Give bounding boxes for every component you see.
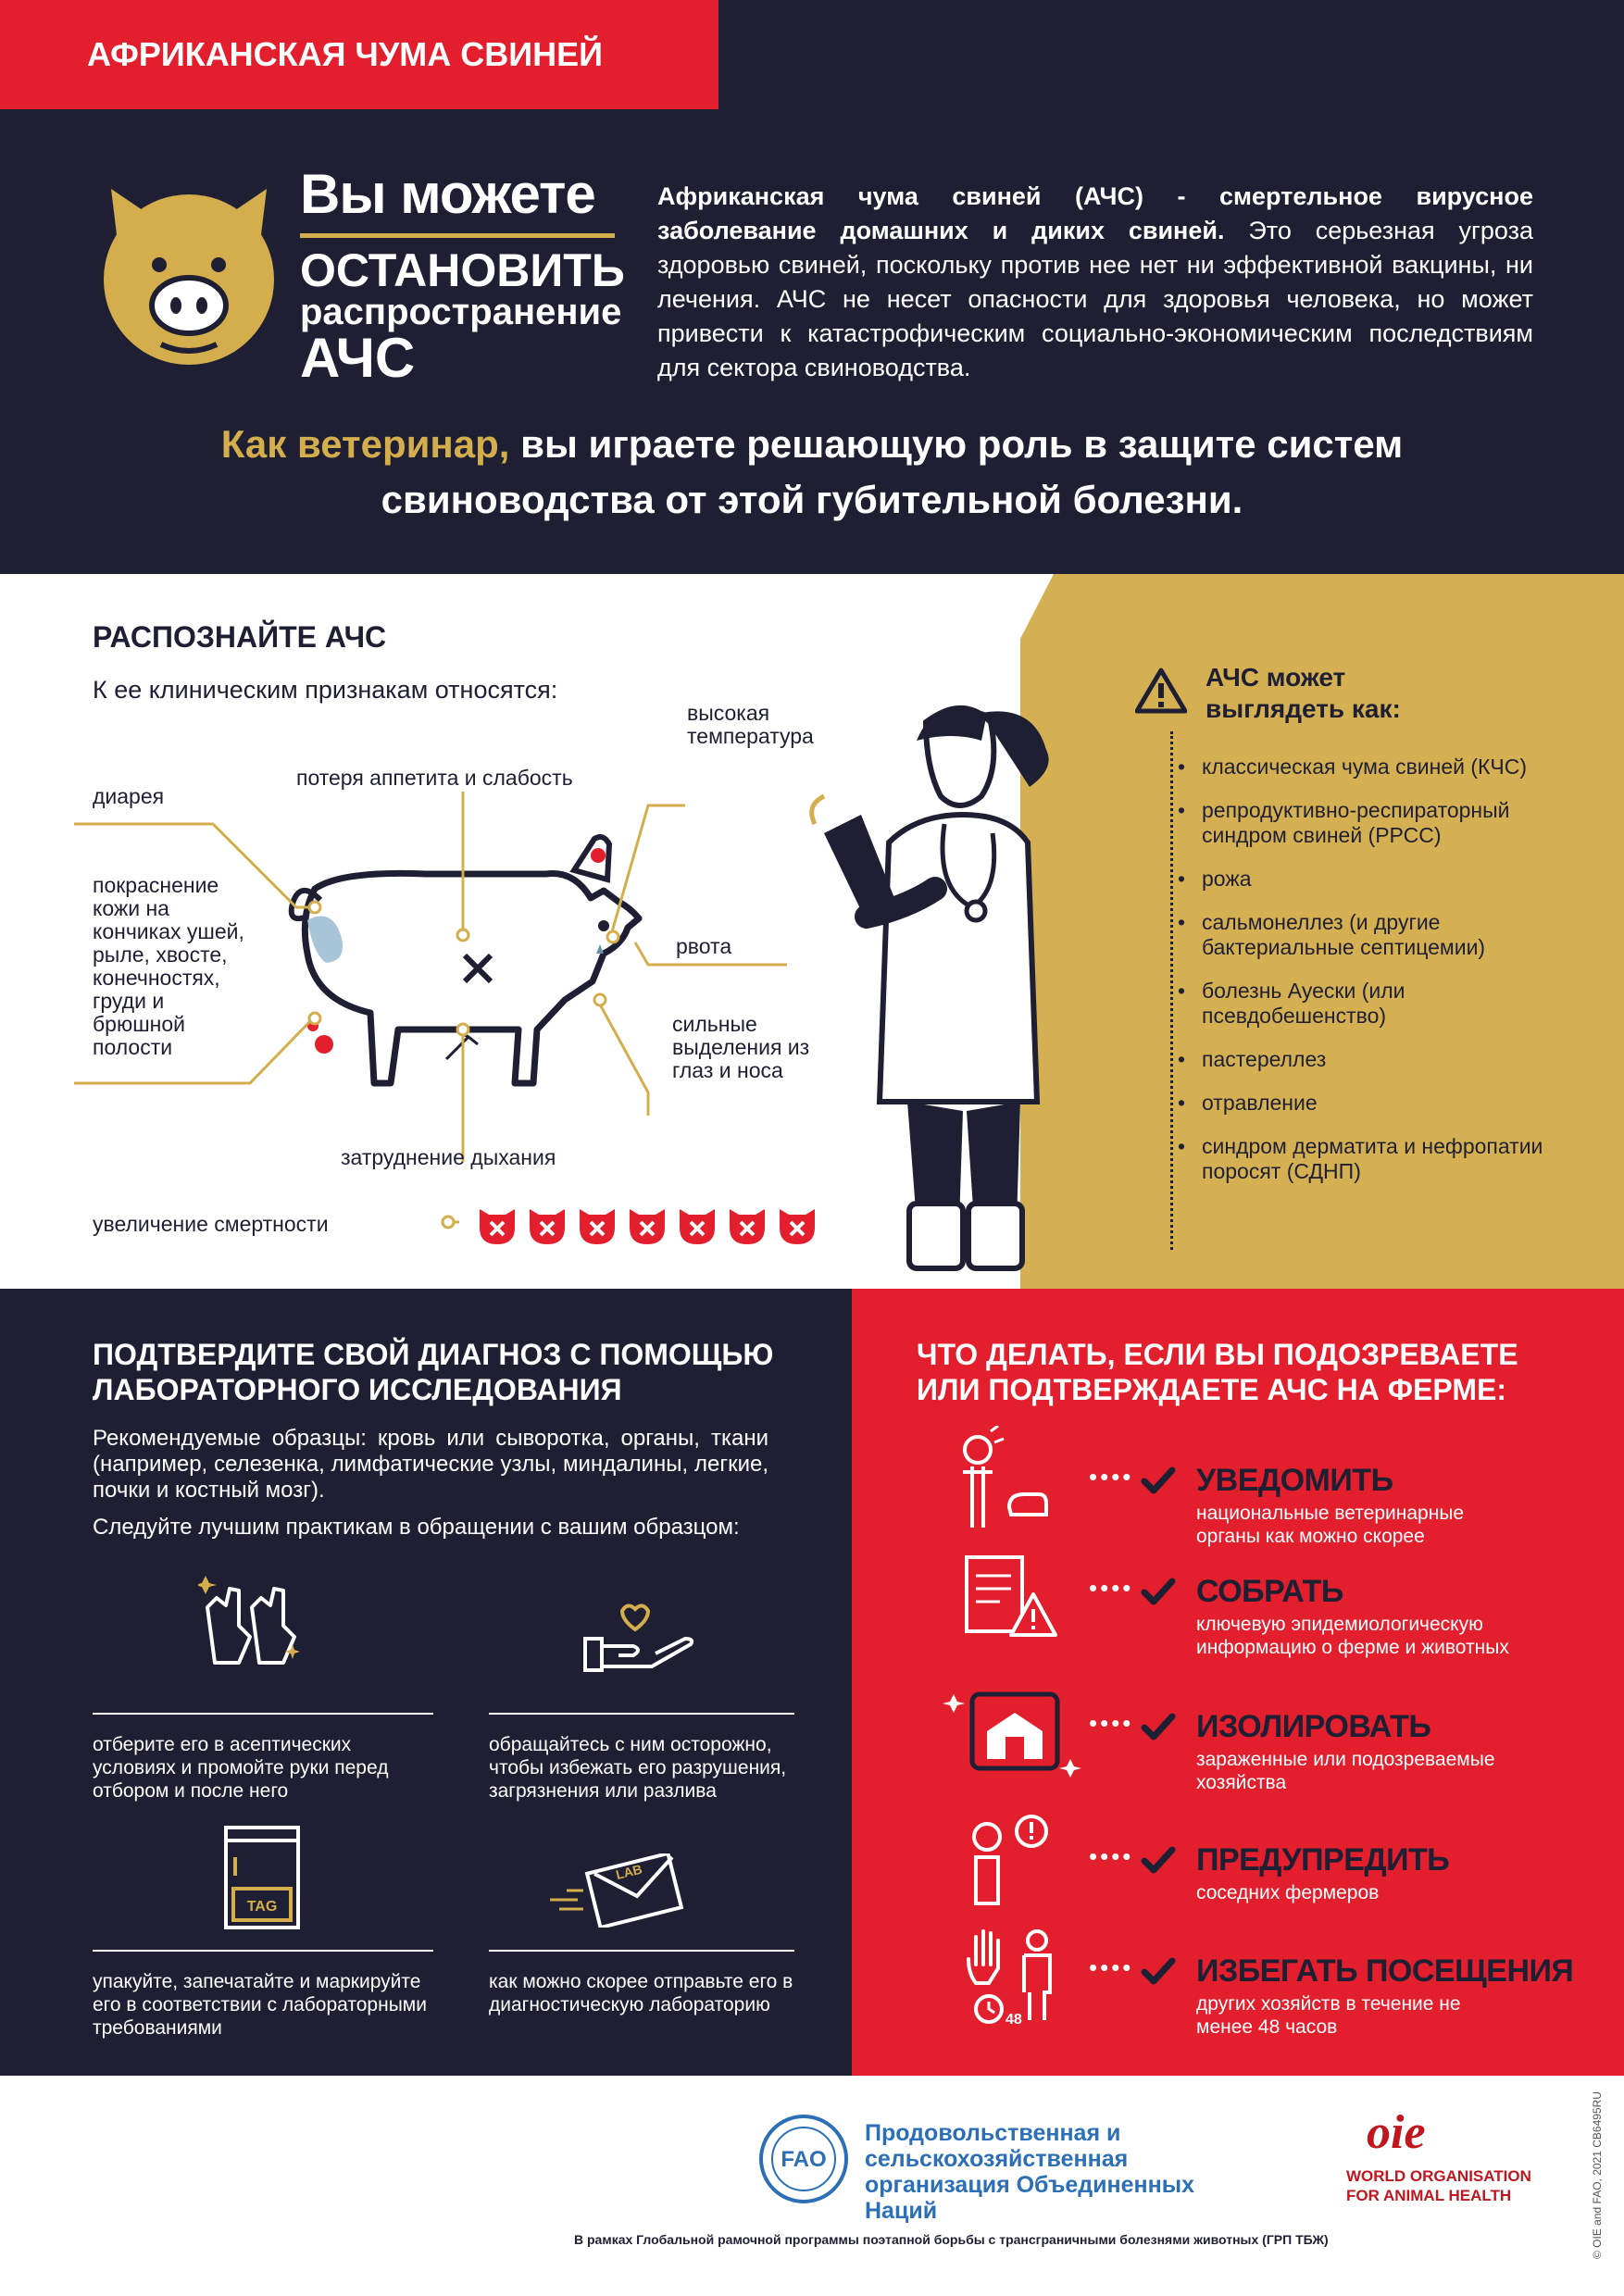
hero-title bbox=[300, 163, 625, 389]
practice-rule bbox=[93, 1713, 433, 1715]
sign-fever: высокая температура bbox=[687, 701, 814, 748]
recognize-title: РАСПОЗНАЙТЕ АЧС bbox=[93, 620, 387, 654]
intro-rest: Это серьезная угроза здоровью свиней, поскольку против нее нет ни эффективной вакцины, ни лечения. АЧС не несет опасности для здоровья человека, но может привести к катастрофическим социально-экономическим последствиям для сектора свиноводства. bbox=[657, 217, 1533, 381]
dot-leader: •••• bbox=[1089, 1842, 1134, 1870]
sign-discharge: сильные выделения из глаз и носа bbox=[672, 1012, 810, 1082]
fao-logo-text: FAO bbox=[781, 2147, 827, 2172]
avoid-visits-icon bbox=[963, 1928, 1065, 2029]
list-item: • сальмонеллез (и другие бактериальные септицемии) bbox=[1178, 910, 1585, 960]
list-item: • отравление bbox=[1178, 1091, 1585, 1116]
sign-mortality: увеличение смертности bbox=[93, 1212, 329, 1236]
hand-heart-icon bbox=[581, 1602, 696, 1676]
lead-statement bbox=[83, 417, 1541, 528]
sign-breathing: затруднение дыхания bbox=[341, 1145, 556, 1169]
lookalike-list bbox=[1178, 755, 1585, 1203]
oie-name: WORLD ORGANISATION FOR ANIMAL HEALTH bbox=[1346, 2167, 1531, 2204]
lab-practices-intro: Следуйте лучшим практикам в обращении с вашим образцом: bbox=[93, 1515, 740, 1540]
actions-title: ЧТО ДЕЛАТЬ, ЕСЛИ ВЫ ПОДОЗРЕВАЕТЕ ИЛИ ПОДТВЕРЖДАЕТЕ АЧС НА ФЕРМЕ: bbox=[917, 1338, 1518, 1406]
practice-handle: обращайтесь с ним осторожно, чтобы избежать его разрушения, загрязнения или разлива bbox=[489, 1734, 787, 1802]
list-item: • синдром дерматита и нефропатии поросят (СДНП) bbox=[1178, 1134, 1585, 1184]
action-isolate: ИЗОЛИРОВАТЬ bbox=[1196, 1709, 1431, 1744]
dot-leader: •••• bbox=[1089, 1463, 1134, 1491]
practice-aseptic: отберите его в асептических условиях и промойте руки перед отбором и после него bbox=[93, 1734, 389, 1802]
warning-icon bbox=[1135, 667, 1187, 715]
sign-redness: покраснение кожи на кончиках ушей, рыле, хвосте, конечностях, груди и брюшной полости bbox=[93, 873, 244, 1059]
warn-neighbors-icon bbox=[963, 1811, 1056, 1913]
lead-highlight: Как ветеринар, bbox=[220, 422, 510, 466]
list-item: • болезнь Ауески (или псевдобешенство) bbox=[1178, 979, 1585, 1029]
action-warn: ПРЕДУПРЕДИТЬ bbox=[1196, 1842, 1450, 1878]
hero-line-1: Вы можете bbox=[300, 167, 615, 238]
list-item: • рожа bbox=[1178, 867, 1585, 892]
timer-label: 48 bbox=[1006, 2012, 1022, 2028]
list-item: • репродуктивно-респираторный синдром свиней (РРСС) bbox=[1178, 798, 1585, 848]
lab-samples: Рекомендуемые образцы: кровь или сыворотка, органы, ткани (например, селезенка, лимфатические узлы, миндалины, легкие, почки и костный мозг). bbox=[93, 1426, 768, 1503]
mortality-icons bbox=[474, 1204, 826, 1246]
notify-icon bbox=[954, 1426, 1050, 1537]
sign-appetite: потеря аппетита и слабость bbox=[296, 766, 573, 790]
list-item: • классическая чума свиней (КЧС) bbox=[1178, 755, 1585, 780]
check-icon bbox=[1141, 1957, 1176, 1987]
pig-face-icon bbox=[91, 176, 287, 372]
check-icon bbox=[1141, 1713, 1176, 1742]
footer-note: В рамках Глобальной рамочной программы поэтапной борьбы с трансграничными болезнями животных (ГРП ТБЖ) bbox=[574, 2232, 1329, 2247]
check-icon bbox=[1141, 1846, 1176, 1876]
veterinarian-illustration bbox=[778, 685, 1148, 1289]
hero-line-4: АЧС bbox=[300, 327, 416, 389]
panel-notch bbox=[1020, 574, 1054, 639]
practice-rule bbox=[489, 1950, 794, 1952]
action-isolate-desc: зараженные или подозреваемые хозяйства bbox=[1196, 1749, 1495, 1793]
hero-line-2: ОСТАНОВИТЬ bbox=[300, 244, 625, 296]
sign-vomit: рвота bbox=[676, 934, 732, 958]
check-icon bbox=[1141, 1578, 1176, 1607]
dot-leader: •••• bbox=[1089, 1574, 1134, 1602]
practice-rule bbox=[93, 1950, 433, 1952]
sample-bag-icon bbox=[222, 1824, 302, 1931]
intro-paragraph bbox=[657, 180, 1533, 385]
practice-pack: упакуйте, запечатайте и маркируйте его в соответствии с лабораторными требованиями bbox=[93, 1971, 427, 2039]
action-collect: СОБРАТЬ bbox=[1196, 1574, 1343, 1609]
topic-tag: АФРИКАНСКАЯ ЧУМА СВИНЕЙ bbox=[0, 0, 718, 109]
gloves-icon bbox=[198, 1570, 309, 1672]
dot-leader: •••• bbox=[1089, 1953, 1134, 1981]
dot-leader: •••• bbox=[1089, 1709, 1134, 1737]
tag-label: TAG bbox=[246, 1899, 278, 1915]
fao-name: Продовольственная и сельскохозяйственная организация Объединенных Наций bbox=[865, 2120, 1194, 2224]
lab-label: LAB bbox=[614, 1861, 644, 1883]
recognize-subtitle: К ее клиническим признакам относятся: bbox=[93, 676, 558, 704]
action-notify-desc: национальные ветеринарные органы как можно скорее bbox=[1196, 1503, 1465, 1547]
hero-line-3: распространение bbox=[300, 292, 622, 332]
isolate-farm-icon bbox=[941, 1676, 1089, 1787]
lab-envelope-icon bbox=[546, 1853, 691, 1928]
practice-send: как можно скорее отправьте его в диагностическую лабораторию bbox=[489, 1971, 793, 2015]
lab-title: ПОДТВЕРДИТЕ СВОЙ ДИАГНОЗ С ПОМОЩЬЮ ЛАБОРАТОРНОГО ИССЛЕДОВАНИЯ bbox=[93, 1338, 774, 1406]
practice-rule bbox=[489, 1713, 794, 1715]
sign-diarrhea: диарея bbox=[93, 784, 165, 808]
lead-rest: вы играете решающую роль в защите систем свиноводства от этой губительной болезни. bbox=[381, 422, 1404, 521]
lookalike-title: АЧС может выглядеть как: bbox=[1206, 663, 1401, 723]
check-icon bbox=[1141, 1466, 1176, 1496]
collect-info-icon bbox=[963, 1554, 1059, 1642]
intro-bold: Африканская чума свиней (АЧС) - смертельное вирусное заболевание домашних и диких свиней. bbox=[657, 182, 1533, 244]
action-avoid: ИЗБЕГАТЬ ПОСЕЩЕНИЯ bbox=[1196, 1953, 1574, 1989]
oie-logo-text: oie bbox=[1367, 2106, 1426, 2159]
action-warn-desc: соседних фермеров bbox=[1196, 1882, 1380, 1903]
action-notify: УВЕДОМИТЬ bbox=[1196, 1463, 1393, 1498]
action-avoid-desc: других хозяйств в течение не менее 48 часов bbox=[1196, 1993, 1461, 2038]
oie-logo bbox=[1361, 2102, 1463, 2161]
action-collect-desc: ключевую эпидемиологическую информацию о ферме и животных bbox=[1196, 1614, 1509, 1658]
list-item: • пастереллез bbox=[1178, 1047, 1585, 1072]
lookalike-divider bbox=[1170, 731, 1173, 1250]
fao-logo bbox=[757, 2113, 850, 2205]
copyright-note: © OIE and FAO, 2021 CB6495RU bbox=[1591, 2091, 1604, 2259]
